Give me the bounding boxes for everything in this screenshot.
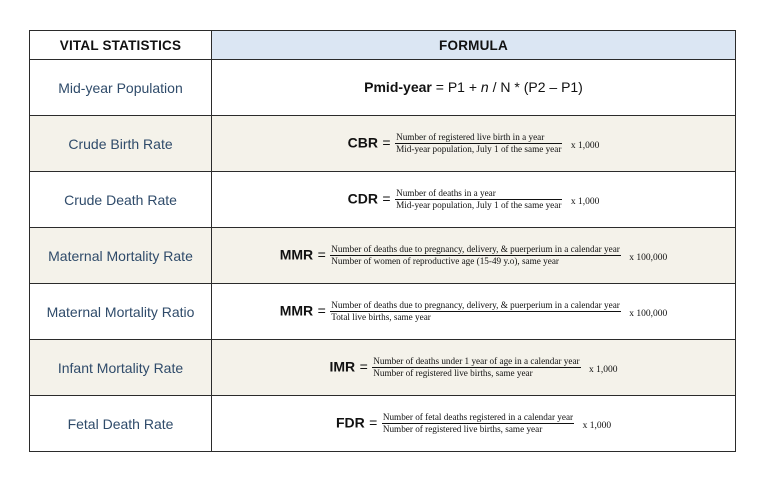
formula-equals: = bbox=[435, 78, 444, 95]
formula-fraction bbox=[382, 412, 574, 435]
fraction-numerator: Number of fetal deaths registered in a calendar year bbox=[382, 412, 574, 422]
fraction-denominator: Number of women of reproductive age (15-49 y.o), same year bbox=[331, 256, 559, 266]
fraction-denominator: Mid-year population, July 1 of the same year bbox=[396, 144, 562, 154]
formula-cell bbox=[212, 172, 736, 228]
fraction-numerator: Number of deaths in a year bbox=[395, 188, 562, 200]
formula-symbol: FDR bbox=[335, 414, 365, 431]
table-row bbox=[30, 116, 736, 172]
table-row bbox=[30, 172, 736, 228]
formula-symbol: CDR bbox=[347, 190, 378, 207]
formula-multiplier: x 100,000 bbox=[629, 308, 668, 319]
fraction-denominator: Mid-year population, July 1 of the same year bbox=[396, 200, 562, 210]
formula-symbol: CBR bbox=[347, 134, 378, 151]
table-row bbox=[30, 284, 736, 340]
formula-cell bbox=[212, 340, 736, 396]
header-formula: FORMULA bbox=[212, 31, 736, 60]
statistic-name: Infant Mortality Rate bbox=[30, 340, 212, 396]
statistic-name: Crude Death Rate bbox=[30, 172, 212, 228]
formula-cell bbox=[212, 284, 736, 340]
formula-multiplier: x 1,000 bbox=[589, 364, 618, 375]
fraction-numerator: Number of deaths due to pregnancy, delivery, & puerperium in a calendar year bbox=[331, 244, 620, 254]
formula-n: n bbox=[480, 78, 489, 95]
formula-fraction bbox=[395, 132, 562, 155]
formula-cell bbox=[212, 60, 736, 116]
statistic-name: Maternal Mortality Ratio bbox=[30, 284, 212, 340]
fraction-numerator: Number of deaths due to pregnancy, delivery, & puerperium in a calendar year bbox=[331, 300, 620, 310]
statistic-name: Fetal Death Rate bbox=[30, 396, 212, 452]
formula-equals: = bbox=[317, 246, 326, 263]
fraction-denominator: Number of registered live births, same year bbox=[373, 368, 533, 378]
table-row bbox=[30, 60, 736, 116]
formula-p1: P1 + bbox=[447, 78, 478, 95]
formula-equals: = bbox=[369, 414, 378, 431]
formula-fraction bbox=[395, 188, 562, 211]
statistic-name: Mid-year Population bbox=[30, 60, 212, 116]
statistic-name: Maternal Mortality Rate bbox=[30, 228, 212, 284]
fraction-denominator: Number of registered live births, same year bbox=[382, 424, 543, 434]
formula-equals: = bbox=[382, 134, 391, 151]
formula-symbol: MMR bbox=[279, 246, 314, 263]
table-row bbox=[30, 228, 736, 284]
formula-equals: = bbox=[359, 358, 368, 375]
fraction-numerator: Number of registered live birth in a year bbox=[395, 132, 562, 144]
formula-cell bbox=[212, 116, 736, 172]
formula-multiplier: x 1,000 bbox=[582, 420, 612, 431]
formula-equals: = bbox=[382, 190, 391, 207]
formula-multiplier: x 1,000 bbox=[570, 196, 600, 207]
vital-statistics-table bbox=[29, 30, 736, 452]
formula-multiplier: x 1,000 bbox=[570, 140, 600, 151]
formula-fraction bbox=[372, 356, 580, 379]
formula-symbol: MMR bbox=[279, 302, 314, 319]
formula-cell bbox=[212, 228, 736, 284]
statistic-name: Crude Birth Rate bbox=[30, 116, 212, 172]
formula-equals: = bbox=[317, 302, 326, 319]
formula-cell bbox=[212, 396, 736, 452]
formula-fraction bbox=[330, 300, 621, 323]
midyear-formula bbox=[364, 79, 583, 95]
header-row bbox=[30, 31, 736, 60]
table-row bbox=[30, 340, 736, 396]
fraction-denominator: Total live births, same year bbox=[331, 312, 431, 322]
fraction-numerator: Number of deaths under 1 year of age in a calendar year bbox=[373, 356, 580, 366]
formula-symbol: IMR bbox=[329, 358, 356, 375]
formula-multiplier: x 100,000 bbox=[629, 252, 668, 263]
formula-rest: / N * (P2 – P1) bbox=[492, 78, 583, 95]
table-row bbox=[30, 396, 736, 452]
formula-symbol: Pmid-year bbox=[364, 78, 432, 95]
header-vital-statistics: VITAL STATISTICS bbox=[30, 31, 212, 60]
formula-fraction bbox=[330, 244, 621, 267]
